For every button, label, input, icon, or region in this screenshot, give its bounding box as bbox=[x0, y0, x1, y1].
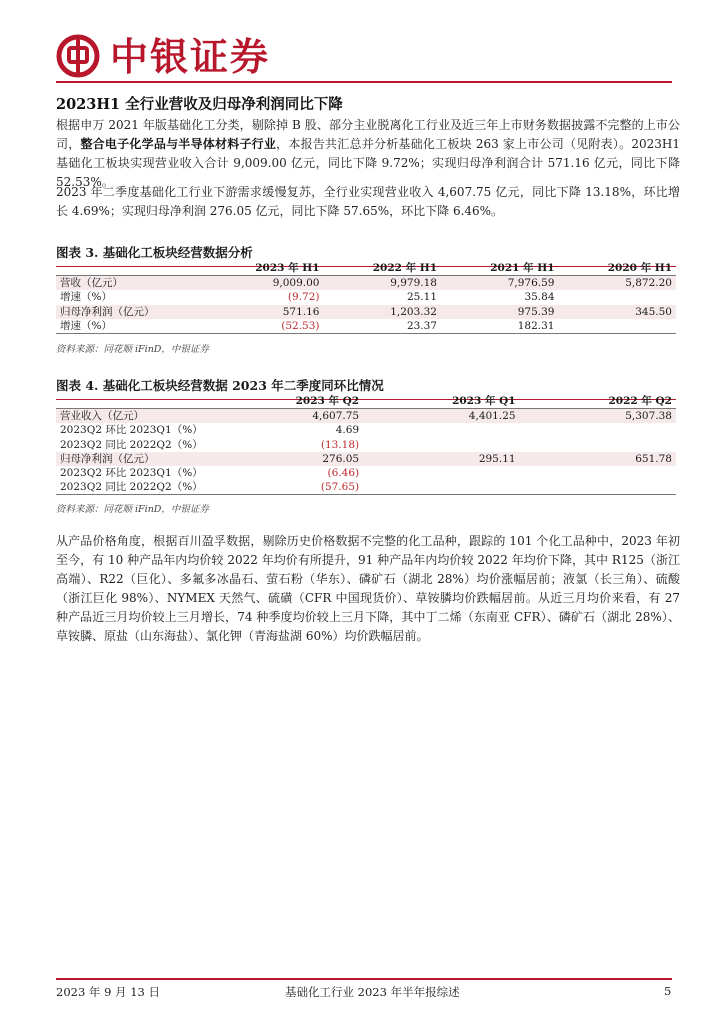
table-cell bbox=[363, 480, 519, 495]
row-label: 营业收入（亿元） bbox=[56, 409, 207, 424]
table-header-row bbox=[56, 261, 676, 276]
table-cell bbox=[520, 480, 676, 495]
page-number: 5 bbox=[664, 984, 672, 998]
paragraph-prices: 从产品价格角度，根据百川盈孚数据，剔除历史价格数据不完整的化工品种，跟踪的 101 个化工品种中，2023 年初至今，有 10 种产品年内均价较 2022 年均价有所提升，91 种产品年内均价较 2022 年均价下降，其中 R125（浙江高端）、R22（巨化）、多氟多冰晶石、萤石粉（华东）、磷矿石（湖北 28%）均价涨幅居前；液氯（长三角）、硫酸（浙江巨化 98%）、NYMEX 天然气、硫磺（CFR 中国现货价）、草铵膦均价跌幅居前。从近三月均价来看，有 27 种产品近三月均价较上三月增长，74 种季度均价较上三月下降，其中丁二烯（东南亚 CFR）、磷矿石（湖北 28%）、草铵膦、原盐（山东海盐）、氯化钾（青海盐湖 60%）均价跌幅居前。 bbox=[56, 534, 680, 643]
table-cell: (13.18) bbox=[320, 438, 360, 451]
figure-4-table bbox=[56, 394, 676, 495]
figure-4-title: 图表 4. 基础化工板块经营数据 2023 年二季度同环比情况 bbox=[56, 376, 676, 400]
brand-name: 中银证券 bbox=[110, 34, 271, 79]
table-cell: 7,976.59 bbox=[441, 276, 559, 291]
row-label: 增速（%） bbox=[56, 319, 206, 334]
paragraph-highlight: 整合电子化学品与半导体材料子行业 bbox=[80, 137, 277, 151]
table-cell bbox=[520, 438, 676, 452]
header-divider bbox=[56, 81, 672, 83]
table-row bbox=[56, 305, 676, 319]
table-cell bbox=[559, 290, 677, 304]
table-header-row bbox=[56, 394, 676, 409]
table-cell: 975.39 bbox=[441, 305, 559, 319]
table-cell bbox=[559, 319, 677, 334]
figure-3-table bbox=[56, 261, 676, 334]
figure-3-source: 资料来源：同花顺 iFinD，中银证券 bbox=[56, 344, 209, 355]
table-header-cell: 2023 年 Q1 bbox=[363, 394, 519, 409]
table-cell: 276.05 bbox=[207, 452, 363, 466]
table-cell: 5,872.20 bbox=[559, 276, 677, 291]
table-cell bbox=[363, 466, 519, 480]
row-label: 营收（亿元） bbox=[56, 276, 206, 291]
figure-3-title: 图表 3. 基础化工板块经营数据分析 bbox=[56, 243, 676, 267]
bank-of-china-logo-icon bbox=[56, 34, 100, 78]
table-cell: 571.16 bbox=[206, 305, 324, 319]
table-row bbox=[56, 438, 676, 452]
row-label: 增速（%） bbox=[60, 291, 112, 304]
table-row bbox=[56, 452, 676, 466]
table-cell: 345.50 bbox=[559, 305, 677, 319]
table-row bbox=[56, 423, 676, 437]
report-header bbox=[56, 30, 676, 84]
table-cell: (52.53) bbox=[206, 319, 324, 334]
table-header-cell: 2022 年 H1 bbox=[324, 261, 442, 276]
table-row bbox=[56, 466, 676, 480]
table-header-cell: 2023 年 Q2 bbox=[207, 394, 363, 409]
table-header-cell: 2021 年 H1 bbox=[441, 261, 559, 276]
table-cell: 23.37 bbox=[324, 319, 442, 334]
table-header-cell bbox=[56, 261, 206, 276]
footer-date: 2023 年 9 月 13 日 bbox=[56, 985, 160, 999]
table-cell bbox=[520, 423, 676, 437]
section-title: 2023H1 全行业营收及归母净利润同比下降 bbox=[56, 96, 343, 113]
table-row bbox=[56, 319, 676, 334]
figure-4-source: 资料来源：同花顺 iFinD，中银证券 bbox=[56, 504, 209, 515]
paragraph-summary bbox=[56, 116, 680, 192]
row-label: 2023Q2 同比 2022Q2（%） bbox=[60, 438, 203, 451]
table-cell: 4.69 bbox=[335, 424, 360, 437]
table-header-cell: 2023 年 H1 bbox=[206, 261, 324, 276]
paragraph-text: 根据申万 2021 年版基础化工分类，剔除掉 B 股、部分主业脱离化工行业及近三年上市财务数据披露不完整的上市公司， bbox=[56, 118, 680, 151]
row-label: 2023Q2 同比 2022Q2（%） bbox=[56, 480, 207, 495]
table-cell: 9,009.00 bbox=[206, 276, 324, 291]
footer-title: 基础化工行业 2023 年半年报综述 bbox=[285, 985, 460, 999]
table-cell: 182.31 bbox=[441, 319, 559, 334]
table-row bbox=[56, 290, 676, 304]
table-cell: (57.65) bbox=[207, 480, 363, 495]
footer-divider bbox=[56, 978, 672, 980]
table-row bbox=[56, 480, 676, 495]
table-header-cell bbox=[56, 394, 207, 409]
table-cell: 4,401.25 bbox=[363, 409, 519, 424]
table-cell: (6.46) bbox=[327, 467, 360, 480]
table-cell: 4,607.75 bbox=[207, 409, 363, 424]
table-cell: 35.84 bbox=[524, 291, 555, 304]
table-cell bbox=[363, 438, 519, 452]
paragraph-text: ，本报告共汇总并分析基础化工板块 263 家上市公司（见附表）。2023H1 基础化工板块实现营业收入合计 9,009.00 亿元，同比下降 9.72%；实现归母净利润合计 571.16 亿元，同比下降 52.53%。 bbox=[56, 137, 680, 189]
row-label: 归母净利润（亿元） bbox=[56, 305, 206, 319]
row-label: 归母净利润（亿元） bbox=[56, 452, 207, 466]
table-header-cell: 2022 年 Q2 bbox=[520, 394, 676, 409]
table-row bbox=[56, 409, 676, 424]
table-cell bbox=[363, 423, 519, 437]
table-cell: 651.78 bbox=[520, 452, 676, 466]
row-label: 2023Q2 环比 2023Q1（%） bbox=[60, 467, 203, 480]
table-header-cell: 2020 年 H1 bbox=[559, 261, 677, 276]
table-cell: 9,979.18 bbox=[324, 276, 442, 291]
paragraph-q2: 2023 年二季度基础化工行业下游需求缓慢复苏，全行业实现营业收入 4,607.75 亿元，同比下降 13.18%，环比增长 4.69%；实现归母净利润 276.05 亿元，同比下降 57.65%，环比下降 6.46%。 bbox=[56, 185, 680, 218]
row-label: 2023Q2 环比 2023Q1（%） bbox=[60, 424, 203, 437]
table-row bbox=[56, 276, 676, 291]
table-cell: 25.11 bbox=[406, 291, 437, 304]
table-cell: 5,307.38 bbox=[520, 409, 676, 424]
table-cell: (9.72) bbox=[287, 291, 320, 304]
table-cell: 1,203.32 bbox=[324, 305, 442, 319]
table-cell: 295.11 bbox=[363, 452, 519, 466]
table-cell bbox=[520, 466, 676, 480]
